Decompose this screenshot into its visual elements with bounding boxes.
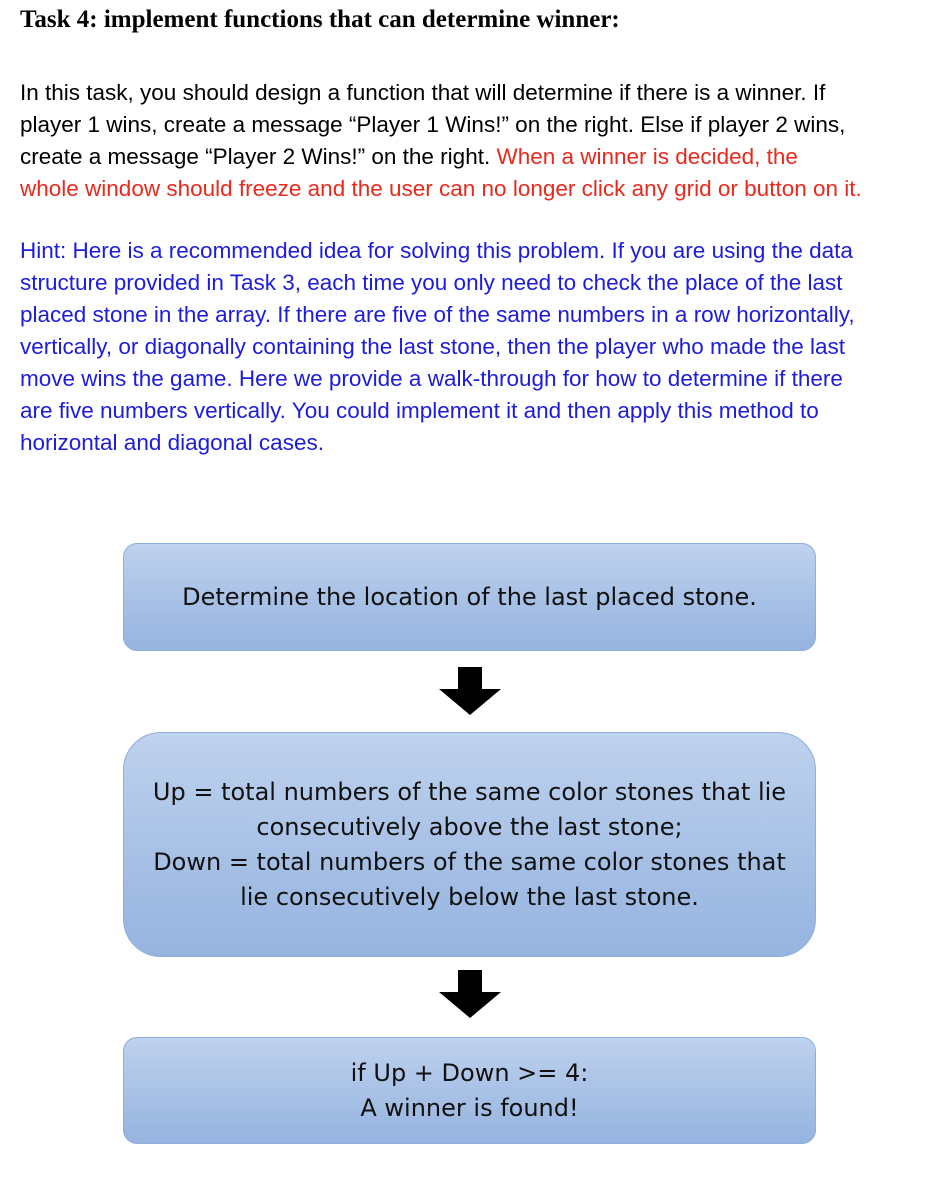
hint-line: horizontal and diagonal cases. xyxy=(20,430,324,455)
step-text: Down = total numbers of the same color stones that xyxy=(153,847,786,876)
step-text: consecutively above the last stone; xyxy=(256,812,683,841)
task-description xyxy=(20,77,925,205)
down-arrow-icon xyxy=(437,667,503,717)
hint-line: structure provided in Task 3, each time you only need to check the place of the last xyxy=(20,270,843,295)
step-text: if Up + Down >= 4: xyxy=(350,1058,589,1087)
hint-line: move wins the game. Here we provide a walk-through for how to determine if there xyxy=(20,366,843,391)
intro-line-black: create a message “Player 2 Wins!” on the right. xyxy=(20,144,497,169)
step-text: Determine the location of the last placed stone. xyxy=(182,582,757,611)
hint-line: are five numbers vertically. You could implement it and then apply this method to xyxy=(20,398,819,423)
freeze-requirement: whole window should freeze and the user can no longer click any grid or button on it. xyxy=(20,176,862,201)
step-text: A winner is found! xyxy=(360,1093,579,1122)
flowchart-step-count-up-down xyxy=(123,732,816,957)
step-text: lie consecutively below the last stone. xyxy=(240,882,699,911)
intro-line: player 1 wins, create a message “Player 1 Wins!” on the right. Else if player 2 wins, xyxy=(20,112,846,137)
flowchart-step-locate-stone xyxy=(123,543,816,651)
step-text: Up = total numbers of the same color stones that lie xyxy=(152,777,787,806)
hint-line: Hint: Here is a recommended idea for solving this problem. If you are using the data xyxy=(20,238,853,263)
down-arrow-icon xyxy=(437,970,503,1020)
intro-line xyxy=(20,141,925,173)
hint-line: vertically, or diagonally containing the last stone, then the player who made the last xyxy=(20,334,846,359)
page-title: Task 4: implement functions that can determine winner: xyxy=(20,6,620,33)
intro-line: In this task, you should design a function that will determine if there is a winner. If xyxy=(20,80,826,105)
hint-paragraph xyxy=(20,235,925,459)
freeze-requirement: When a winner is decided, the xyxy=(496,144,798,169)
hint-line: placed stone in the array. If there are five of the same numbers in a row horizontally, xyxy=(20,302,855,327)
flowchart-step-winner-check xyxy=(123,1037,816,1144)
